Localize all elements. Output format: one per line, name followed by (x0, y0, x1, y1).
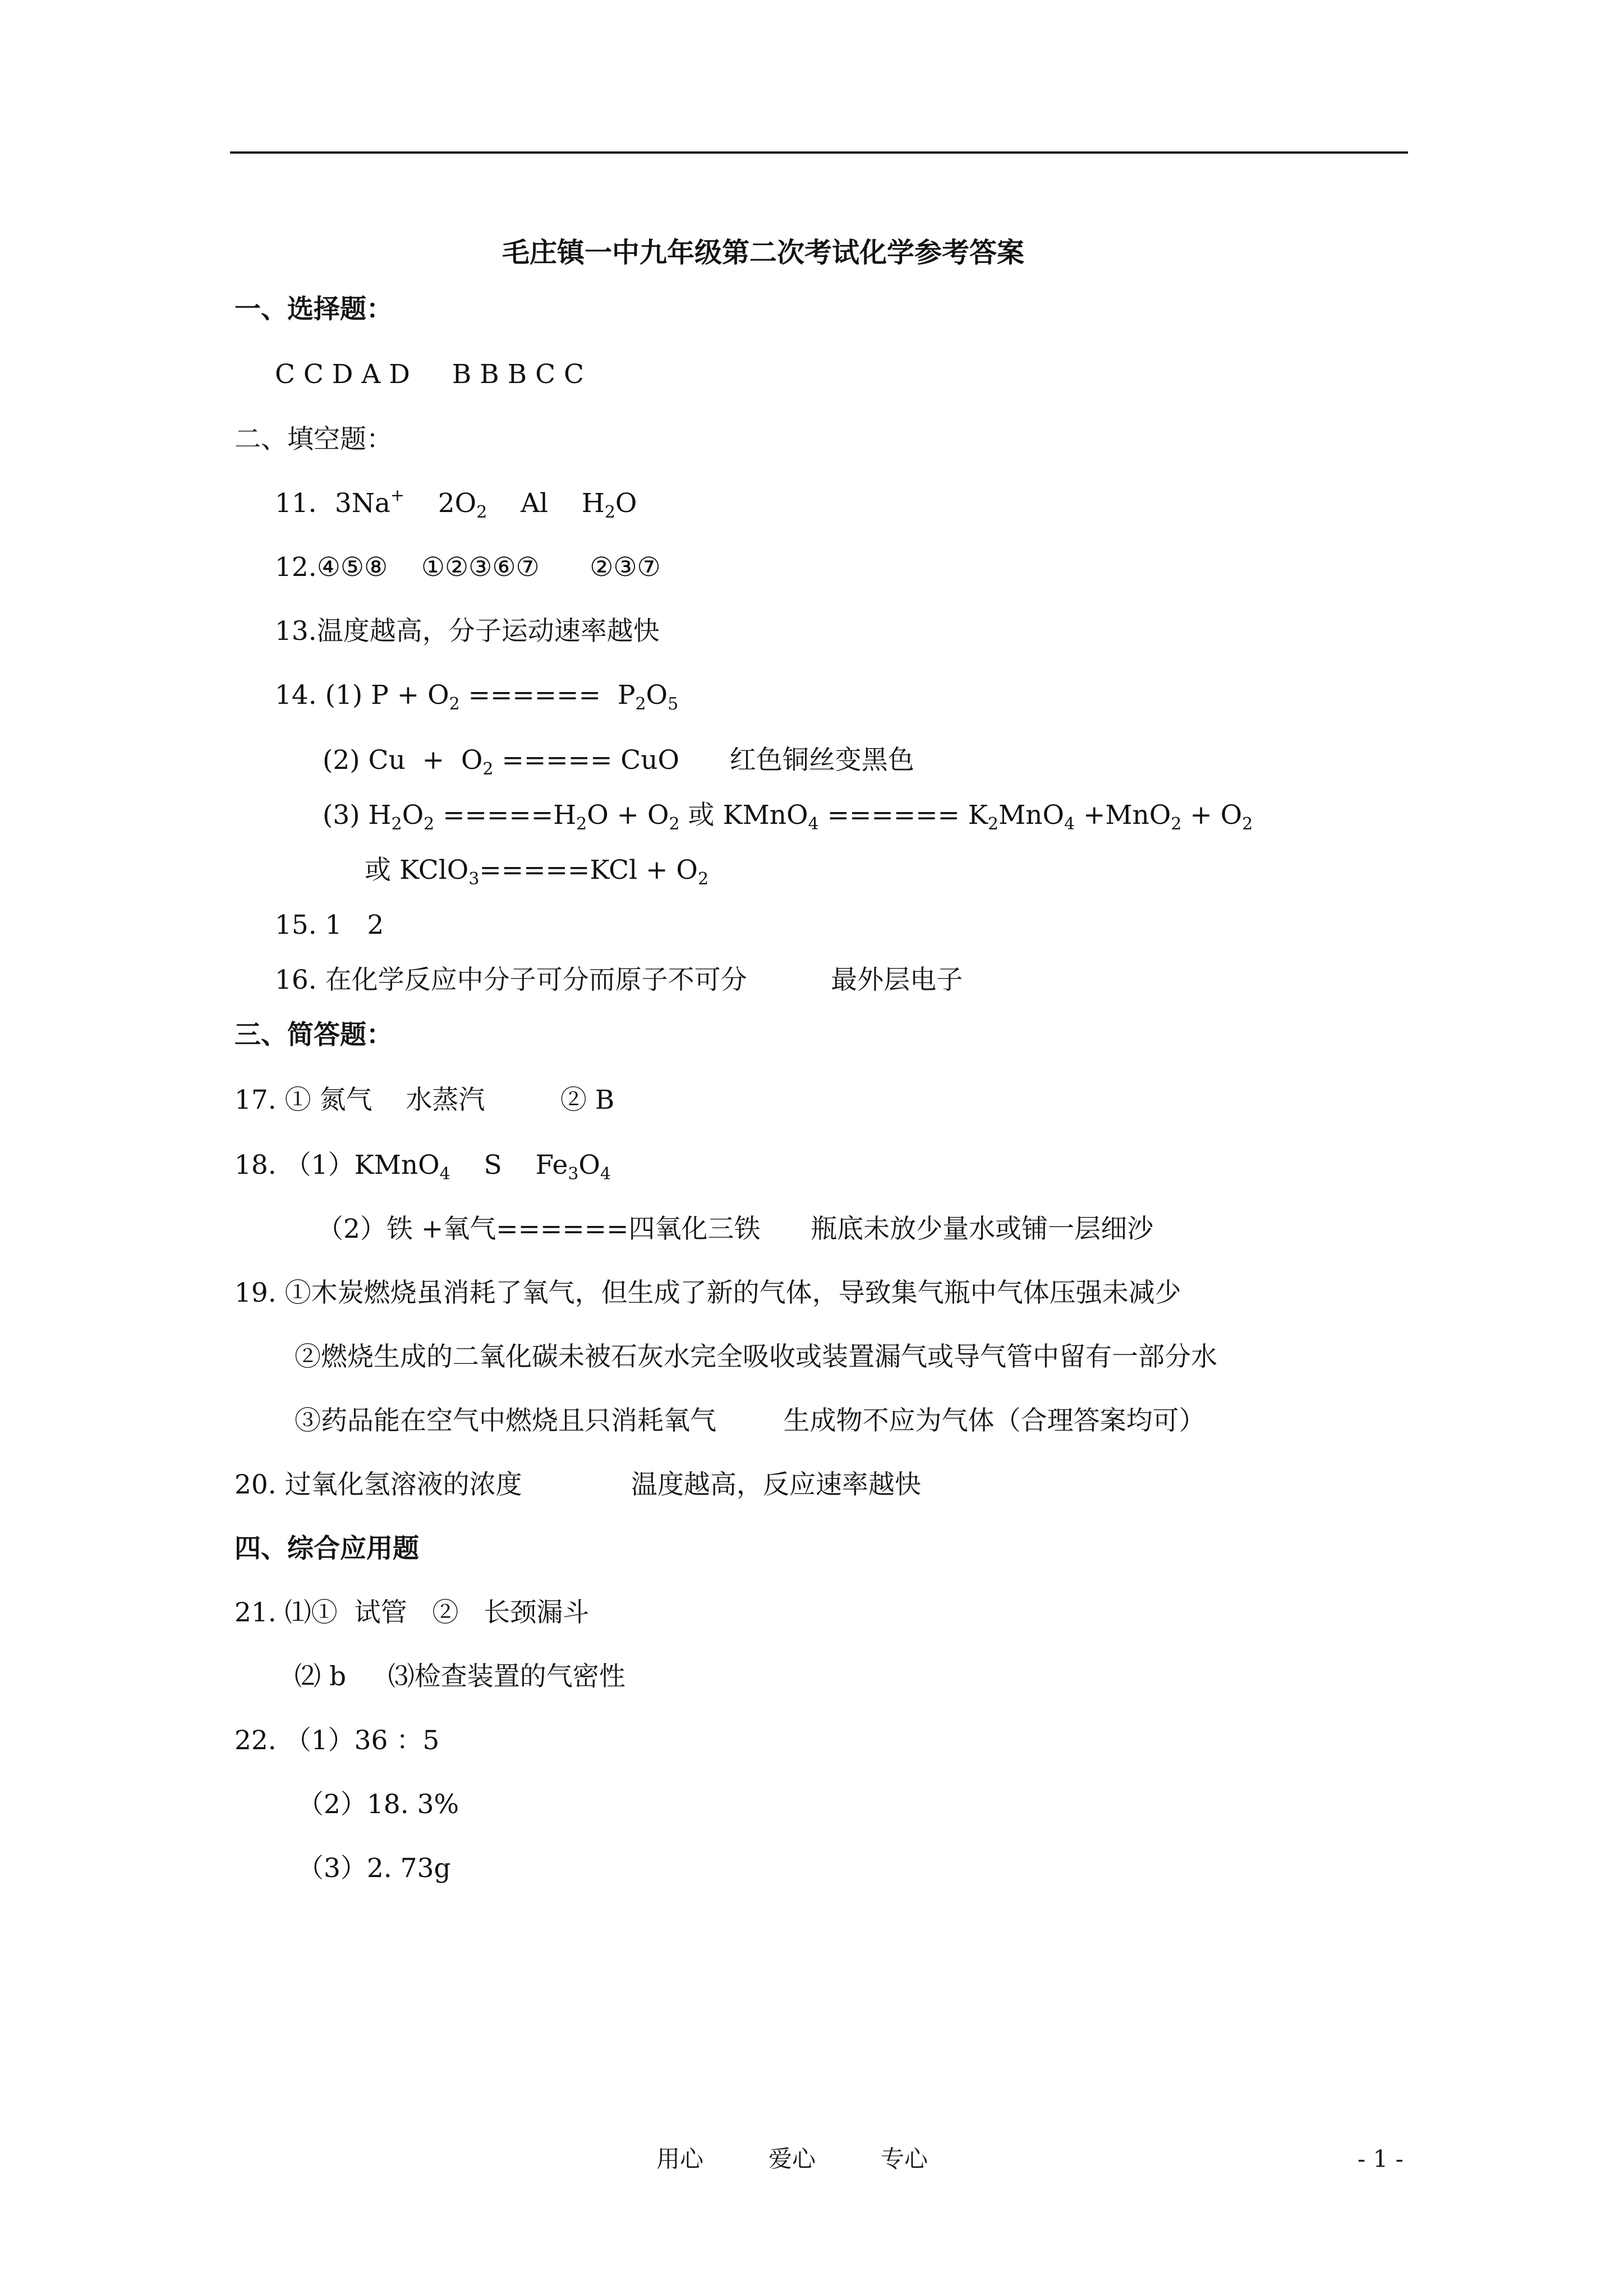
q18-part1: 18. （1）KMnO$_4$ S $Fe_3O_4$ (234, 1150, 611, 1184)
q11-answer: 11．3Na+ $2O_2$ Al $H_2O$ (275, 486, 637, 522)
q14-part3: (3) $H_2O_2 =====H_2O + O_2$ 或 KMnO$_4$ ====== $K_2MnO_4 +MnO_2 + O_2$ (323, 800, 1253, 834)
q21-part1: 21. ⑴① 试管 ② 长颈漏斗 (234, 1597, 590, 1628)
q22-part3: （3）2. 73g (297, 1853, 451, 1884)
section-2-heading: 二、填空题： (234, 424, 393, 455)
header-rule (230, 151, 1408, 154)
q14-part2: (2) $Cu + O_2$ ===== CuO 红色铜丝变黑色 (323, 745, 914, 779)
section-4-heading: 四、综合应用题 (234, 1533, 419, 1564)
q15-answer: 15. 1 2 (275, 910, 384, 940)
q16-answer: 16. 在化学反应中分子可分而原子不可分 最外层电子 (275, 965, 963, 995)
choice-answers: C C D A D B B B C C (275, 359, 584, 390)
q19-part2: ②燃烧生成的二氧化碳未被石灰水完全吸收或装置漏气或导气管中留有一部分水 (295, 1341, 1217, 1372)
q22-part2: （2）18. 3% (297, 1789, 459, 1820)
q14-part1: 14. (1) $P + O_2$ ====== $P_2O_5$ (275, 680, 679, 714)
q20-answer: 20. 过氧化氢溶液的浓度 温度越高，反应速率越快 (234, 1469, 921, 1500)
q19-part3: ③药品能在空气中燃烧且只消耗氧气 生成物不应为气体（合理答案均可） (295, 1405, 1206, 1436)
footer-motto-1: 用心 (656, 2145, 704, 2173)
q21-part2: ⑵ b ⑶检查装置的气密性 (295, 1661, 625, 1692)
page-title: 毛庄镇一中九年级第二次考试化学参考答案 (502, 236, 1025, 269)
q19-part1: 19. ①木炭燃烧虽消耗了氧气，但生成了新的气体，导致集气瓶中气体压强未减少 (234, 1278, 1181, 1308)
section-3-heading: 三、简答题： (234, 1020, 393, 1050)
page-number: - 1 - (1358, 2145, 1404, 2173)
q14-part3-alt: 或 KClO$_3$=====KCl + $O_2$ (365, 855, 709, 889)
q12-answer: 12.④⑤⑧ ①②③⑥⑦ ②③⑦ (275, 552, 661, 583)
footer-motto-2: 爱心 (769, 2145, 816, 2173)
q22-part1: 22. （1）36 ：5 (234, 1725, 440, 1756)
section-1-heading: 一、选择题： (234, 294, 393, 325)
footer-motto-3: 专心 (881, 2145, 928, 2173)
q18-part2: （2）铁 +氧气======四氧化三铁 瓶底未放少量水或铺一层细沙 (317, 1214, 1154, 1244)
q17-answer: 17. ① 氮气 水蒸汽 ② B (234, 1085, 615, 1115)
q13-answer: 13.温度越高，分子运动速率越快 (275, 616, 660, 647)
